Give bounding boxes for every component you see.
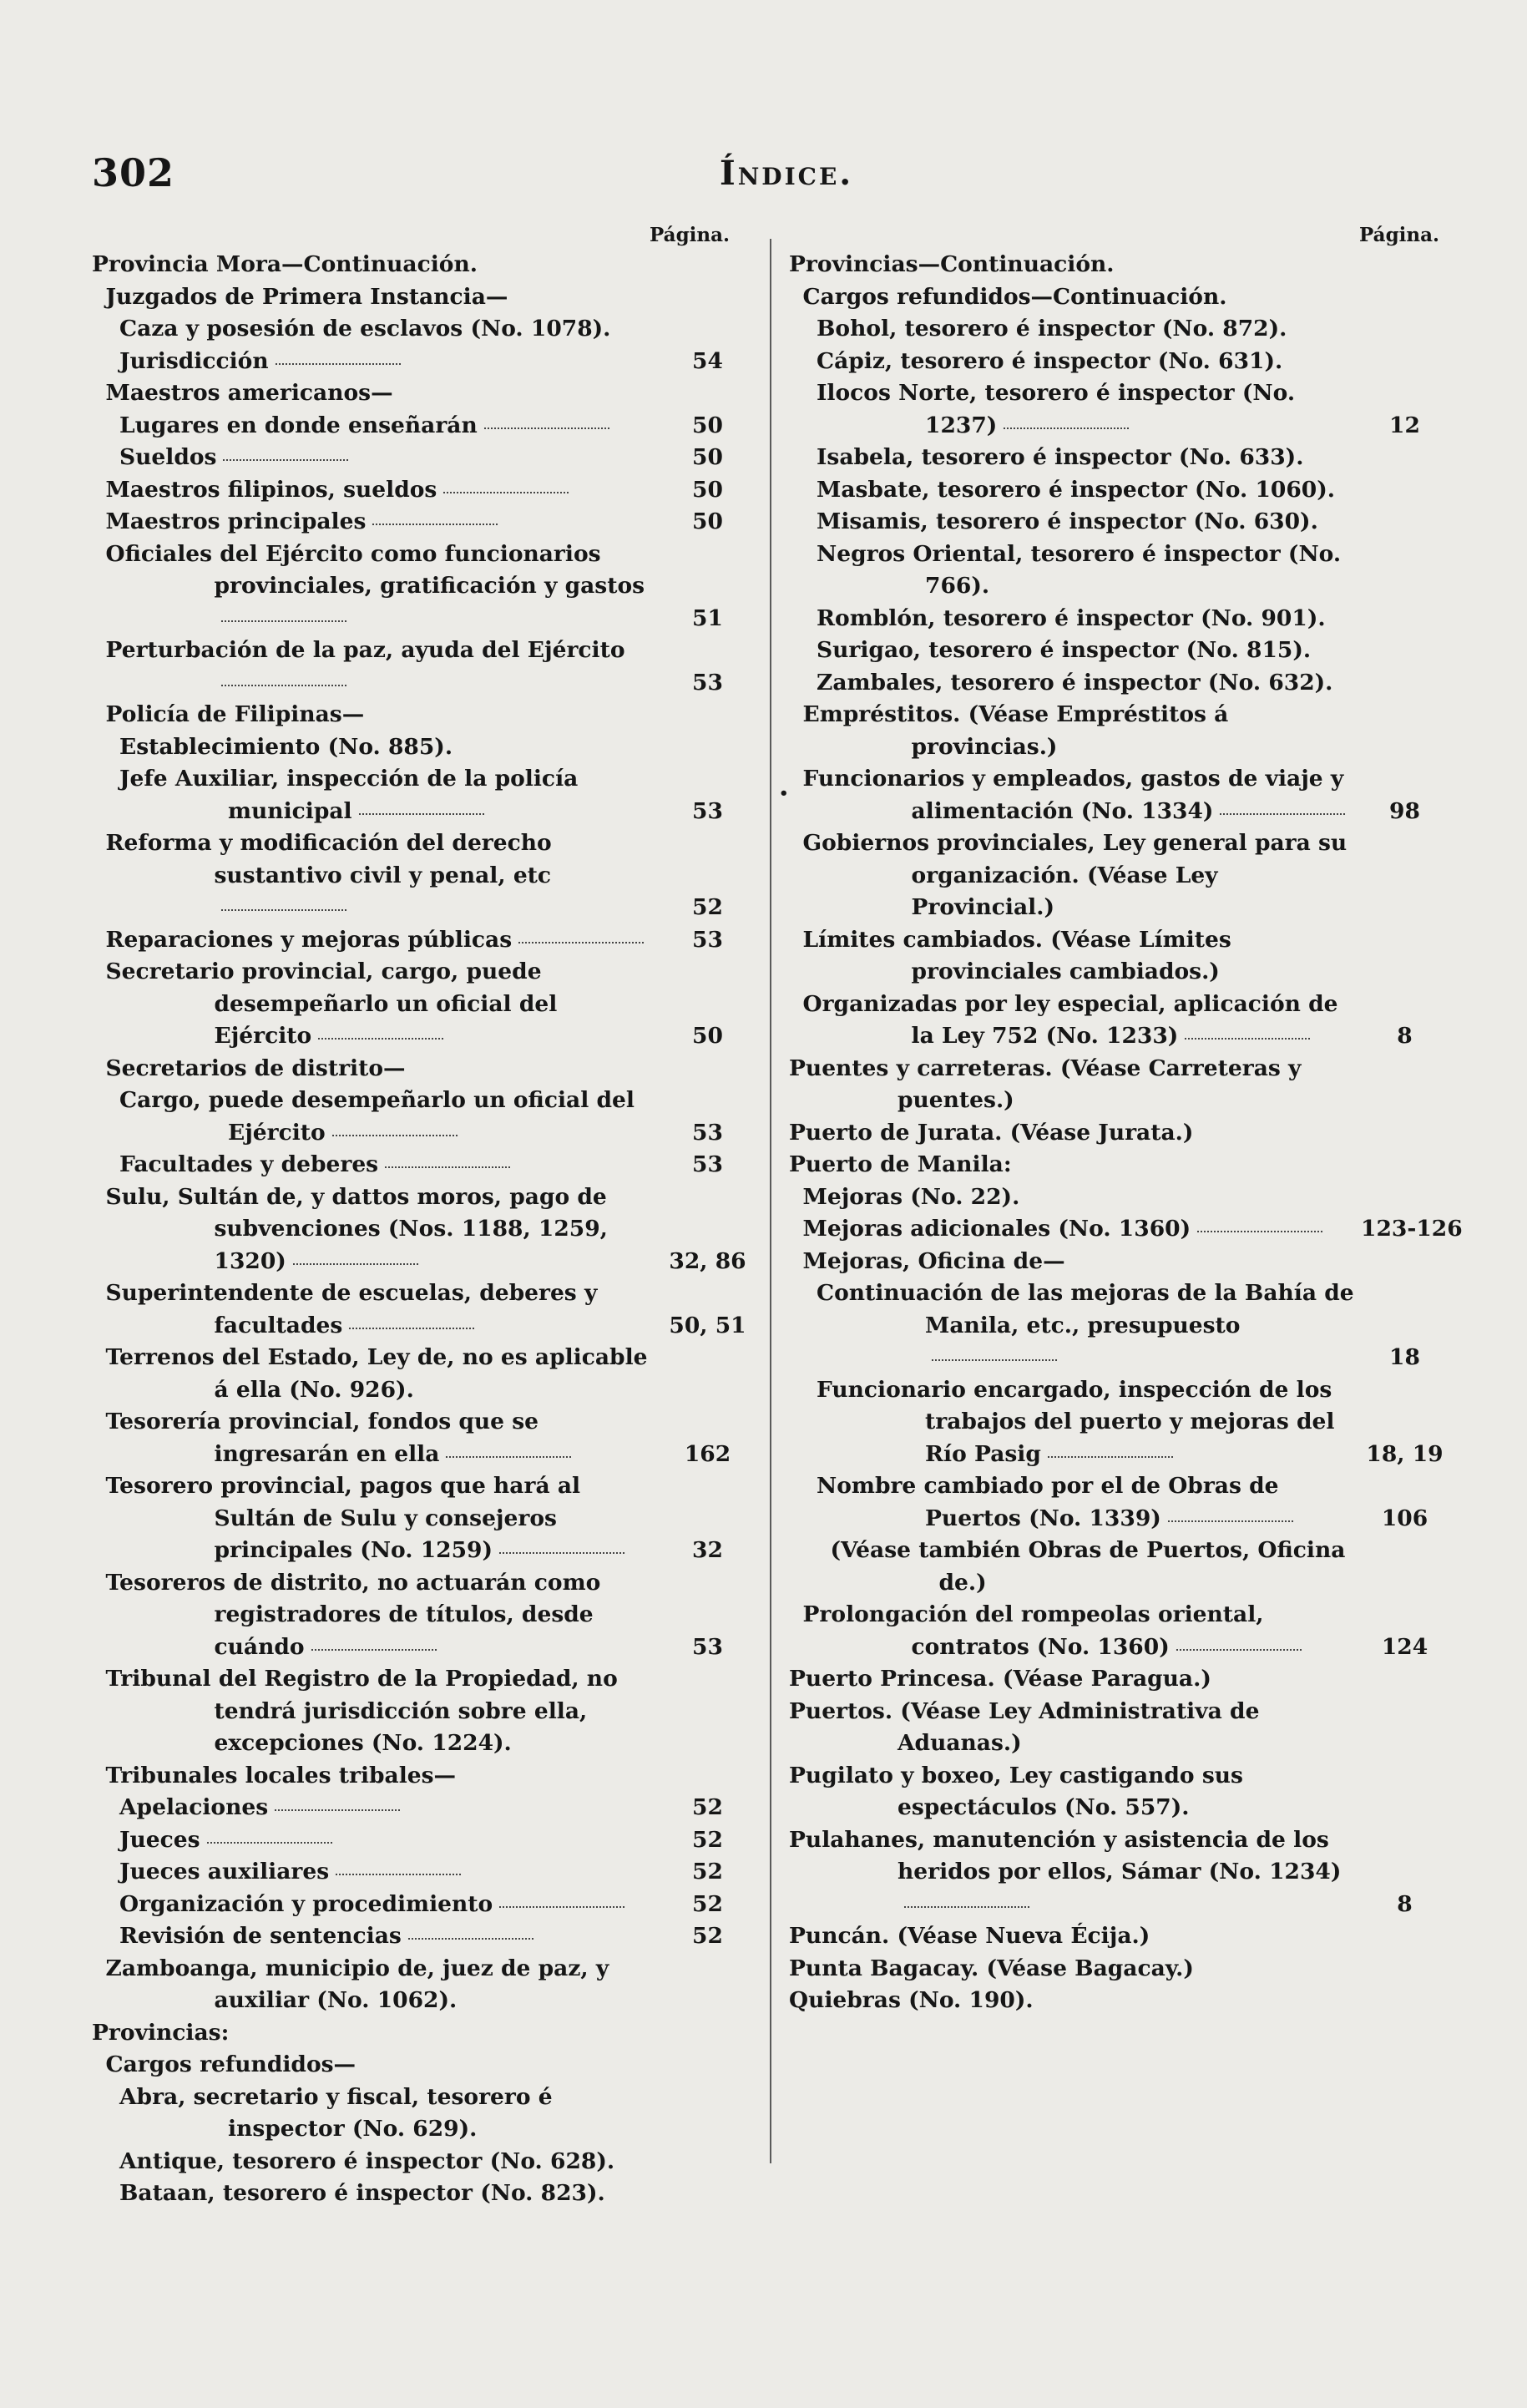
- entry-text: Secretarios de distrito—: [105, 1055, 406, 1081]
- dot-leader: [443, 492, 569, 493]
- entry-text: Jueces: [119, 1824, 660, 1857]
- index-entry: [789, 1696, 1449, 1760]
- index-entry: [92, 1792, 751, 1824]
- page-ref: 32, 86: [669, 1247, 746, 1274]
- entry-text: Policía de Filipinas—: [105, 701, 365, 727]
- index-entry: [92, 1953, 751, 2017]
- dot-leader: [904, 1906, 1029, 1908]
- index-entry: [789, 1824, 1449, 1921]
- index-entry: [92, 539, 751, 635]
- index-entry: [92, 1085, 751, 1149]
- dot-leader: [275, 1809, 400, 1811]
- page-ref: 53: [692, 1119, 723, 1146]
- index-entry: [789, 699, 1449, 763]
- index-entry: [92, 377, 751, 410]
- page-ref: 50: [692, 1023, 723, 1049]
- dot-leader: [499, 1552, 624, 1554]
- index-entry: [789, 1117, 1449, 1150]
- entry-text: Cargos refundidos—: [105, 2051, 356, 2077]
- dot-leader: [446, 1456, 571, 1458]
- entry-text: Juzgados de Primera Instancia—: [105, 283, 508, 310]
- page-ref: 123-126: [1361, 1216, 1463, 1242]
- index-entry: [789, 1953, 1449, 1986]
- entry-text: Sueldos: [119, 442, 660, 474]
- index-entry: [92, 763, 751, 827]
- index-entry: [789, 603, 1449, 635]
- dot-leader: [1168, 1520, 1293, 1522]
- index-entry: [92, 346, 751, 378]
- entry-text: Empréstitos. (Véase Empréstitos á provincias.): [802, 701, 1229, 760]
- entry-text: Jefe Auxiliar, inspección de la policía municipal: [119, 766, 579, 824]
- index-entry: [92, 956, 751, 1053]
- dot-leader: [484, 427, 609, 429]
- index-entry: [92, 1920, 751, 1953]
- index-entry: [92, 731, 751, 764]
- entry-text: Prolongación del rompeolas oriental, contratos (No. 1360): [803, 1599, 1358, 1663]
- entry-text: Caza y posesión de esclavos (No. 1078).: [119, 316, 611, 341]
- index-entry: [92, 1567, 751, 1664]
- index-entry: [789, 1663, 1449, 1696]
- entry-text: Oficiales del Ejército como funcionarios provinciales, gratificación y gastos: [106, 539, 660, 635]
- entry-text: Apelaciones: [119, 1792, 660, 1824]
- index-entry: [92, 1856, 751, 1889]
- index-entry: [92, 2049, 751, 2082]
- dot-leader: [408, 1938, 533, 1940]
- entry-text: Superintendente de escuelas, deberes y facultades: [105, 1280, 598, 1338]
- entry-text: Reparaciones y mejoras públicas: [106, 924, 660, 957]
- index-entry: [789, 377, 1449, 442]
- entry-text: Quiebras (No. 190).: [789, 1987, 1034, 2013]
- dot-leader: [221, 620, 346, 622]
- index-entry: [92, 1277, 751, 1342]
- entry-text: Tribunales locales tribales—: [105, 1762, 457, 1788]
- index-entry: [789, 1535, 1449, 1599]
- entry-text: Misamis, tesorero é inspector (No. 630).: [817, 508, 1318, 534]
- index-entry: [789, 1213, 1463, 1246]
- entry-text: Sulu, Sultán de, y dattos moros, pago de subvenciones (Nos. 1188, 1259, 1320): [105, 1183, 608, 1274]
- index-entry: [92, 249, 751, 281]
- dot-leader: [1185, 1038, 1310, 1040]
- entry-text: Puentes y carreteras. (Véase Carreteras y puentes.): [789, 1055, 1302, 1113]
- column-head-left: Página.: [650, 224, 731, 246]
- index-entry: [789, 506, 1449, 539]
- index-column-right: [789, 249, 1463, 2017]
- page-ref: 53: [692, 669, 723, 696]
- dot-leader: [372, 524, 498, 525]
- entry-text: Provincias:: [92, 2019, 230, 2046]
- entry-text: Secretario provincial, cargo, puede desempeñarlo un oficial del Ejército: [105, 959, 558, 1049]
- index-entry: [92, 442, 751, 474]
- entry-text: Masbate, tesorero é inspector (No. 1060).: [817, 476, 1335, 503]
- index-entry: [92, 1663, 751, 1760]
- page-ref: 50: [692, 444, 723, 470]
- page-title: Índice.: [720, 154, 854, 193]
- page-ref: 50: [692, 476, 723, 503]
- page-ref: 50, 51: [669, 1312, 746, 1338]
- entry-text: Jurisdicción: [119, 346, 660, 378]
- page-ref: 12: [1389, 412, 1420, 438]
- entry-text: Puncán. (Véase Nueva Écija.): [789, 1923, 1150, 1949]
- dot-leader: [932, 1359, 1057, 1361]
- dot-leader: [336, 1874, 461, 1875]
- index-entry: [92, 2017, 751, 2050]
- page-ref: 54: [692, 347, 723, 374]
- index-entry: [92, 1889, 751, 1921]
- page-ref: 98: [1389, 797, 1420, 824]
- index-column-left: [92, 249, 751, 2210]
- page-ref: 8: [1397, 1890, 1413, 1917]
- index-entry: [92, 1149, 751, 1181]
- page-ref: 124: [1381, 1633, 1428, 1660]
- index-entry: [789, 346, 1449, 378]
- entry-text: Pulahanes, manutención y asistencia de los heridos por ellos, Sámar (No. 1234): [789, 1824, 1357, 1921]
- page-ref: 52: [692, 1890, 723, 1917]
- index-entry: [789, 539, 1449, 603]
- index-entry: [789, 313, 1449, 346]
- index-entry: [92, 699, 751, 731]
- entry-text: Maestros principales: [106, 506, 660, 539]
- dot-leader: [311, 1649, 437, 1651]
- entry-text: Puerto de Manila:: [789, 1151, 1012, 1177]
- entry-text: Puertos. (Véase Ley Administrativa de Aduanas.): [789, 1697, 1260, 1756]
- dot-leader: [1220, 813, 1345, 815]
- page-ref: 53: [692, 1633, 723, 1660]
- dot-leader: [499, 1906, 624, 1908]
- entry-text: (Véase también Obras de Puertos, Oficina de.): [830, 1537, 1346, 1596]
- index-entry: [789, 924, 1449, 989]
- entry-text: Maestros americanos—: [105, 380, 393, 406]
- page-ref: 50: [692, 412, 723, 438]
- dot-leader: [207, 1842, 332, 1844]
- index-entry: [789, 827, 1449, 924]
- entry-text: Antique, tesorero é inspector (No. 628).: [119, 2147, 615, 2174]
- page-ref: 8: [1397, 1023, 1413, 1049]
- entry-text: Bohol, tesorero é inspector (No. 872).: [817, 316, 1287, 341]
- index-entry: [92, 635, 751, 699]
- index-entry: [789, 249, 1449, 281]
- index-entry: [92, 1760, 751, 1793]
- column-divider: [770, 239, 771, 2163]
- entry-text: Isabela, tesorero é inspector (No. 633).: [817, 444, 1304, 470]
- entry-text: Zamboanga, municipio de, juez de paz, y auxiliar (No. 1062).: [105, 1955, 609, 2013]
- dot-leader: [276, 363, 401, 365]
- entry-text: Bataan, tesorero é inspector (No. 823).: [119, 2180, 605, 2206]
- dot-leader: [1176, 1649, 1302, 1651]
- dot-leader: [1004, 427, 1129, 429]
- index-entry: [92, 1181, 751, 1278]
- dot-leader: [221, 685, 346, 686]
- entry-text: Maestros filipinos, sueldos: [106, 474, 660, 507]
- entry-text: Facultades y deberes: [119, 1149, 660, 1181]
- entry-text: Jueces auxiliares: [119, 1856, 660, 1889]
- index-entry: [789, 1374, 1449, 1471]
- entry-text: Reforma y modificación del derecho sustantivo civil y penal, etc: [106, 827, 660, 924]
- page-ref: 51: [692, 605, 723, 631]
- page-number: 302: [92, 150, 175, 195]
- entry-text: Mejoras adicionales (No. 1360): [803, 1213, 1358, 1246]
- entry-text: Zambales, tesorero é inspector (No. 632).: [817, 669, 1333, 696]
- entry-text: Organizadas por ley especial, aplicación de la Ley 752 (No. 1233): [802, 990, 1338, 1049]
- index-entry: [789, 1277, 1449, 1374]
- entry-text: Revisión de sentencias: [119, 1920, 660, 1953]
- page-ref: 53: [692, 797, 723, 824]
- entry-text: Mejoras, Oficina de—: [802, 1247, 1065, 1274]
- entry-text: Organización y procedimiento: [119, 1889, 660, 1921]
- margin-mark: •: [779, 785, 789, 802]
- index-entry: [789, 763, 1449, 827]
- page-ref: 52: [692, 894, 723, 920]
- dot-leader: [1048, 1456, 1173, 1458]
- index-entry: [92, 474, 751, 507]
- index-entry: [789, 1246, 1449, 1278]
- index-entry: [789, 635, 1449, 667]
- dot-leader: [1197, 1231, 1322, 1232]
- entry-text: Tesoreros de distrito, no actuarán como registradores de títulos, desde cuándo: [105, 1569, 601, 1660]
- page-ref: 32: [692, 1537, 723, 1563]
- dot-leader: [318, 1038, 443, 1040]
- index-entry: [92, 2146, 751, 2178]
- index-entry: [789, 1760, 1449, 1824]
- entry-text: Lugares en donde enseñarán: [119, 410, 660, 443]
- dot-leader: [349, 1328, 474, 1329]
- entry-text: Cargo, puede desempeñarlo un oficial del Ejército: [119, 1087, 635, 1146]
- entry-text: Abra, secretario y fiscal, tesorero é inspector (No. 629).: [119, 2083, 553, 2142]
- entry-text: Mejoras (No. 22).: [802, 1183, 1020, 1210]
- entry-text: Cápiz, tesorero é inspector (No. 631).: [817, 347, 1283, 374]
- page-ref: 52: [692, 1923, 723, 1949]
- page-ref: 162: [684, 1440, 731, 1467]
- page-ref: 50: [692, 508, 723, 534]
- index-entry: [92, 1053, 751, 1085]
- index-entry: [92, 2178, 751, 2210]
- index-entry: [789, 989, 1449, 1053]
- index-entry: [789, 442, 1449, 474]
- dot-leader: [223, 459, 348, 461]
- index-entry: [789, 1599, 1449, 1663]
- entry-text: Tesorero provincial, pagos que hará al Sultán de Sulu y consejeros principales (No. 1259): [106, 1470, 660, 1567]
- index-entry: [92, 924, 751, 957]
- column-head-right: Página.: [1359, 224, 1440, 246]
- entry-text: Surigao, tesorero é inspector (No. 815).: [817, 637, 1312, 663]
- index-entry: [92, 827, 751, 924]
- entry-text: Punta Bagacay. (Véase Bagacay.): [789, 1955, 1194, 1981]
- entry-text: Tribunal del Registro de la Propiedad, no tendrá jurisdicción sobre ella, excepciones (No. 1224).: [105, 1666, 618, 1756]
- index-entry: [789, 474, 1449, 507]
- entry-text: Puerto de Jurata. (Véase Jurata.): [789, 1119, 1194, 1146]
- entry-text: Funcionarios y empleados, gastos de viaje y alimentación (No. 1334): [803, 763, 1358, 827]
- index-entry: [92, 1342, 751, 1406]
- index-entry: [92, 1470, 751, 1567]
- page-ref: 53: [692, 926, 723, 953]
- entry-text: Continuación de las mejoras de la Bahía de Manila, etc., presupuesto: [817, 1277, 1357, 1374]
- index-entry: [92, 281, 751, 314]
- index-entry: [789, 1920, 1449, 1953]
- entry-text: Establecimiento (No. 885).: [119, 733, 453, 760]
- entry-text: Funcionario encargado, inspección de los trabajos del puerto y mejoras del Río Pasig: [817, 1376, 1335, 1467]
- index-entry: [789, 1985, 1449, 2017]
- index-entry: [789, 1181, 1449, 1214]
- dot-leader: [293, 1263, 418, 1265]
- index-entry: [92, 410, 751, 443]
- dot-leader: [359, 813, 484, 815]
- index-entry: [789, 1470, 1449, 1535]
- page-ref: 18, 19: [1366, 1440, 1444, 1467]
- dot-leader: [385, 1166, 510, 1168]
- page-ref: 18: [1389, 1344, 1420, 1370]
- index-entry: [92, 2082, 751, 2146]
- entry-text: Límites cambiados. (Véase Límites provinciales cambiados.): [802, 926, 1231, 984]
- entry-text: Provincia Mora—Continuación.: [92, 251, 478, 277]
- index-entry: [789, 281, 1449, 314]
- entry-text: Nombre cambiado por el de Obras de Puertos (No. 1339): [817, 1470, 1357, 1535]
- dot-leader: [518, 942, 644, 943]
- page-ref: 52: [692, 1794, 723, 1820]
- entry-text: Tesorería provincial, fondos que se ingresarán en ella: [106, 1406, 660, 1470]
- entry-text: Perturbación de la paz, ayuda del Ejército: [106, 635, 660, 699]
- index-entry: [92, 1406, 751, 1470]
- page-ref: 106: [1381, 1505, 1428, 1531]
- dot-leader: [332, 1135, 458, 1136]
- page-ref: 52: [692, 1826, 723, 1853]
- entry-text: Romblón, tesorero é inspector (No. 901).: [817, 605, 1326, 631]
- entry-text: Terrenos del Estado, Ley de, no es aplicable á ella (No. 926).: [105, 1344, 648, 1403]
- index-entry: [92, 313, 751, 346]
- entry-text: Ilocos Norte, tesorero é inspector (No. 1237): [817, 380, 1296, 438]
- index-entry: [92, 506, 751, 539]
- entry-text: Negros Oriental, tesorero é inspector (No. 766).: [817, 540, 1342, 599]
- entry-text: Cargos refundidos—Continuación.: [802, 283, 1227, 310]
- index-entry: [789, 1149, 1449, 1181]
- entry-text: Puerto Princesa. (Véase Paragua.): [789, 1666, 1211, 1692]
- entry-text: Provincias—Continuación.: [789, 251, 1115, 277]
- dot-leader: [221, 909, 346, 911]
- entry-text: Gobiernos provinciales, Ley general para su organización. (Véase Ley Provincial.): [802, 830, 1348, 920]
- index-entry: [789, 1053, 1449, 1117]
- page-ref: 53: [692, 1151, 723, 1177]
- entry-text: Pugilato y boxeo, Ley castigando sus espectáculos (No. 557).: [789, 1762, 1243, 1820]
- index-entry: [92, 1824, 751, 1857]
- page-ref: 52: [692, 1859, 723, 1884]
- index-entry: [789, 667, 1449, 700]
